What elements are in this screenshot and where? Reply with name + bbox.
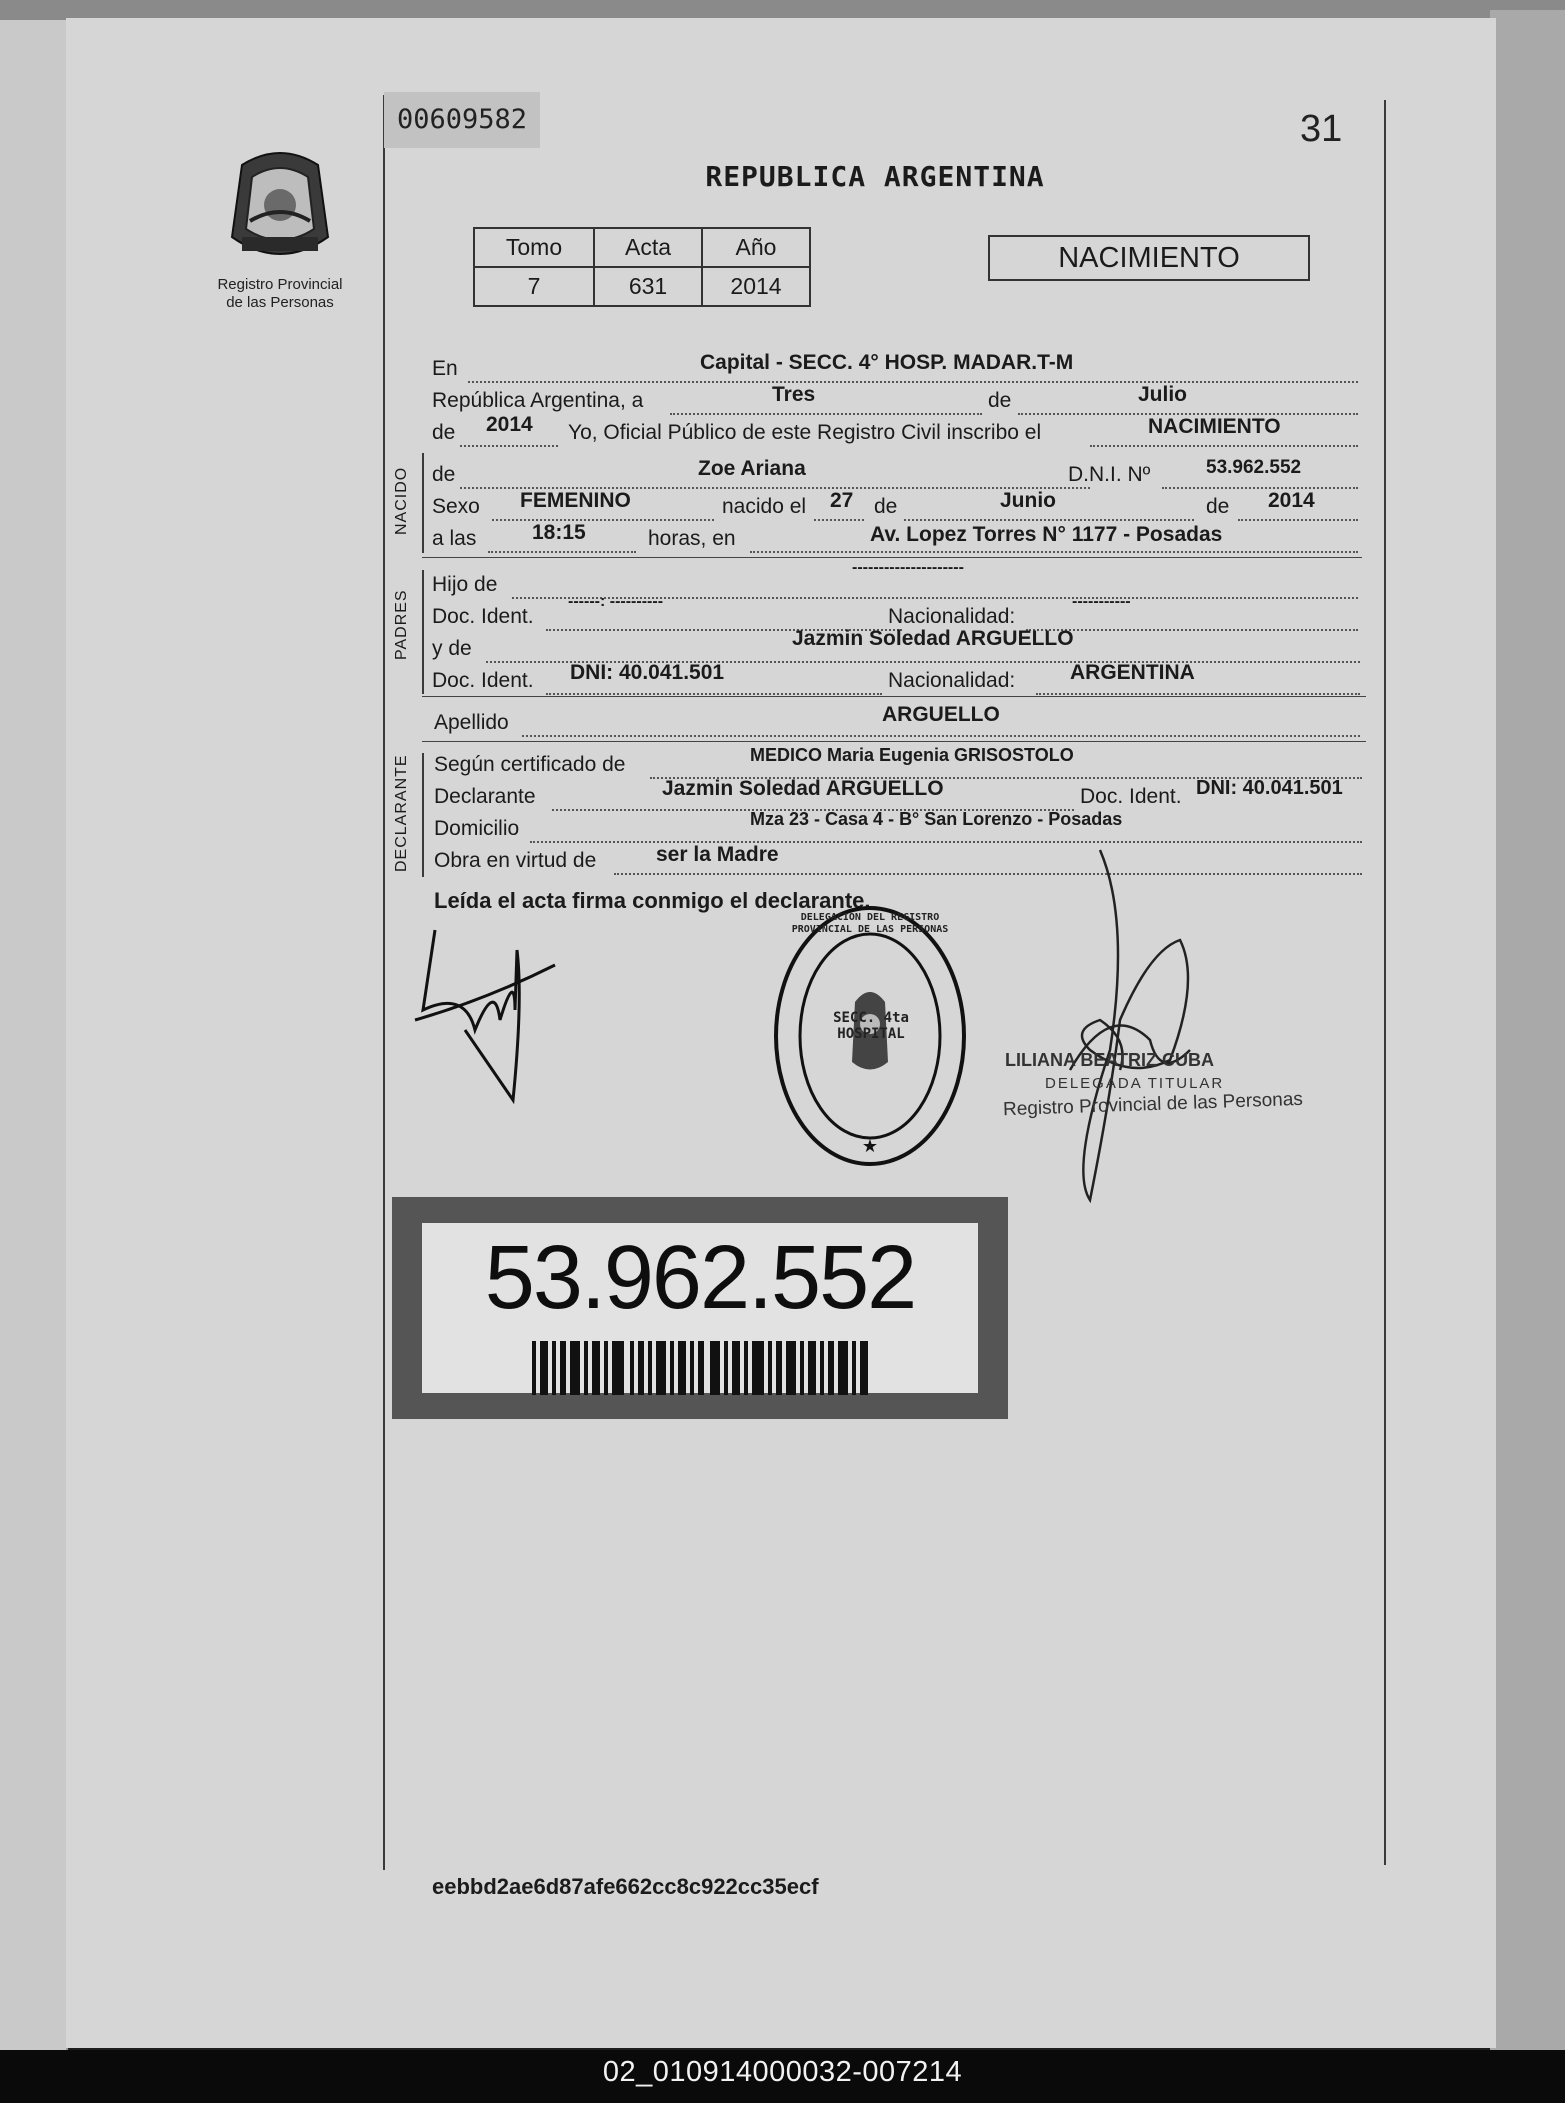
en-value: Capital - SECC. 4° HOSP. MADAR.T-M — [700, 351, 1074, 374]
registry-caption-line1: Registro Provincial — [217, 276, 343, 293]
form-row-sexo — [432, 489, 1360, 523]
declarante-doc-label: Doc. Ident. — [1080, 785, 1182, 808]
anio-value: 2014 — [702, 267, 810, 306]
month-value: Julio — [1138, 383, 1188, 406]
form-row-hora — [432, 521, 1360, 555]
form-row-mother-doc — [432, 661, 1360, 697]
republica-label: República Argentina, a — [432, 389, 644, 412]
mother-nat-label: Nacionalidad: — [888, 669, 1016, 692]
father-doc-label: Doc. Ident. — [432, 605, 534, 628]
padres-section-label: PADRES — [393, 589, 410, 660]
mother-name: Jazmin Soledad ARGUELLO — [792, 627, 1074, 650]
birth-de-label: de — [874, 495, 898, 518]
apellido-label: Apellido — [434, 711, 509, 734]
form-row-obra — [432, 843, 1364, 877]
barcode-number: 53.962.552 — [484, 1228, 916, 1328]
officer-role: DELEGADA TITULAR — [1045, 1075, 1225, 1092]
father-doc: ------: ---------- — [568, 593, 664, 610]
sexo-label: Sexo — [432, 495, 480, 518]
father-name: --------------------- — [852, 559, 964, 576]
barcode-label — [422, 1223, 978, 1393]
barcode-sticker — [392, 1197, 1008, 1419]
document-hash: eebbd2ae6d87afe662cc8c922cc35ecf — [432, 1874, 819, 1899]
dni-label: D.N.I. Nº — [1068, 463, 1151, 486]
domicilio-label: Domicilio — [434, 817, 520, 840]
cert-value: MEDICO Maria Eugenia GRISOSTOLO — [750, 745, 1074, 765]
declarant-signature — [405, 920, 565, 1105]
apellido-value: ARGUELLO — [882, 703, 1000, 726]
form-row-apellido — [432, 703, 1362, 739]
scan-file-code: 02_010914000032-007214 — [602, 2056, 963, 2088]
hijo-de-label: Hijo de — [432, 573, 498, 596]
officer-registry: Registro Provincial de las Personas — [1002, 1088, 1304, 1121]
birth-month: Junio — [1000, 489, 1056, 512]
de2-label: de — [432, 421, 456, 444]
year-value: 2014 — [486, 413, 533, 436]
form-row-inscripcion — [432, 413, 1360, 449]
page-number: 31 — [1300, 108, 1343, 150]
registry-caption — [190, 276, 370, 312]
adjacent-page — [0, 20, 68, 2050]
obra-value: ser la Madre — [656, 843, 779, 866]
y-de-label: y de — [432, 637, 472, 660]
nacido-el-label: nacido el — [722, 495, 807, 518]
officer-name: LILIANA BEATRIZ CUBA — [1005, 1050, 1214, 1070]
day-dotted-line — [670, 389, 982, 415]
declarante-value: Jazmin Soledad ARGUELLO — [662, 777, 944, 800]
father-nationality: ----------- — [1072, 593, 1131, 610]
child-name: Zoe Ariana — [698, 457, 806, 480]
mother-nationality: ARGENTINA — [1070, 661, 1195, 684]
registry-caption-line2: de las Personas — [226, 294, 334, 311]
horas-label: horas, en — [648, 527, 736, 550]
scanner-background-right — [1490, 10, 1565, 2050]
day-value: Tres — [772, 383, 816, 406]
acta-value: 631 — [594, 267, 702, 306]
inscribo-label: Yo, Oficial Público de este Registro Civil inscribo el — [568, 421, 1042, 444]
declarante-label: Declarante — [434, 785, 536, 808]
declarante-doc: DNI: 40.041.501 — [1196, 777, 1343, 799]
padres-bottom-rule — [422, 696, 1366, 697]
stamp-inner-text: SECC. 4ta HOSPITAL — [833, 1010, 909, 1042]
obra-label: Obra en virtud de — [434, 849, 597, 872]
mother-doc-label: Doc. Ident. — [432, 669, 534, 692]
cert-label: Según certificado de — [434, 753, 626, 776]
record-reference-table — [473, 227, 811, 307]
declarante-section-label: DECLARANTE — [393, 754, 410, 872]
record-type-box: NACIMIENTO — [988, 235, 1310, 281]
birth-place: Av. Lopez Torres N° 1177 - Posadas — [870, 523, 1223, 546]
form-row-en — [432, 351, 1360, 385]
form-row-nombre — [432, 457, 1360, 491]
month-dotted-line — [1018, 389, 1358, 415]
svg-text:★: ★ — [861, 1136, 879, 1156]
record-table-header-row — [474, 228, 810, 267]
acta-header: Acta — [594, 228, 702, 267]
tomo-header: Tomo — [474, 228, 594, 267]
document-title: REPUBLICA ARGENTINA — [705, 160, 1045, 193]
birth-year: 2014 — [1268, 489, 1315, 512]
closing-statement: Leída el acta firma conmigo el declarante. — [434, 888, 871, 913]
stamp-outer-text: DELEGACION DEL REGISTRO PROVINCIAL DE LAS PERSONAS — [791, 912, 949, 935]
apellido-bottom-rule — [422, 741, 1366, 742]
anio-header: Año — [702, 228, 810, 267]
declarante-section-rule — [422, 753, 424, 877]
inscribo-value: NACIMIENTO — [1148, 415, 1281, 438]
nacido-section-label: NACIDO — [393, 466, 410, 535]
domicilio-value: Mza 23 - Casa 4 - B° San Lorenzo - Posadas — [750, 809, 1123, 829]
right-margin-rule — [1384, 100, 1386, 1865]
de-label: de — [988, 389, 1012, 412]
tomo-value: 7 — [474, 267, 594, 306]
birth-time: 18:15 — [532, 521, 586, 544]
nacido-bottom-rule — [422, 557, 1362, 558]
left-margin-rule — [383, 95, 385, 1870]
nacido-section-rule — [422, 453, 424, 553]
record-table-value-row — [474, 267, 810, 306]
officer-signature — [1050, 840, 1210, 1210]
en-label: En — [432, 357, 458, 380]
padres-section-rule — [422, 570, 424, 694]
child-sex: FEMENINO — [520, 489, 631, 512]
birth-de2-label: de — [1206, 495, 1230, 518]
serial-number: 00609582 — [384, 92, 540, 148]
mother-doc: DNI: 40.041.501 — [570, 661, 725, 684]
father-nat-label: Nacionalidad: — [888, 605, 1016, 628]
alas-label: a las — [432, 527, 477, 550]
child-dni: 53.962.552 — [1206, 457, 1302, 478]
barcode-bars — [532, 1341, 868, 1395]
birth-day: 27 — [830, 489, 854, 512]
nacido-de-label: de — [432, 463, 456, 486]
form-row-fecha — [432, 383, 1360, 417]
form-row-domicilio — [432, 809, 1364, 845]
